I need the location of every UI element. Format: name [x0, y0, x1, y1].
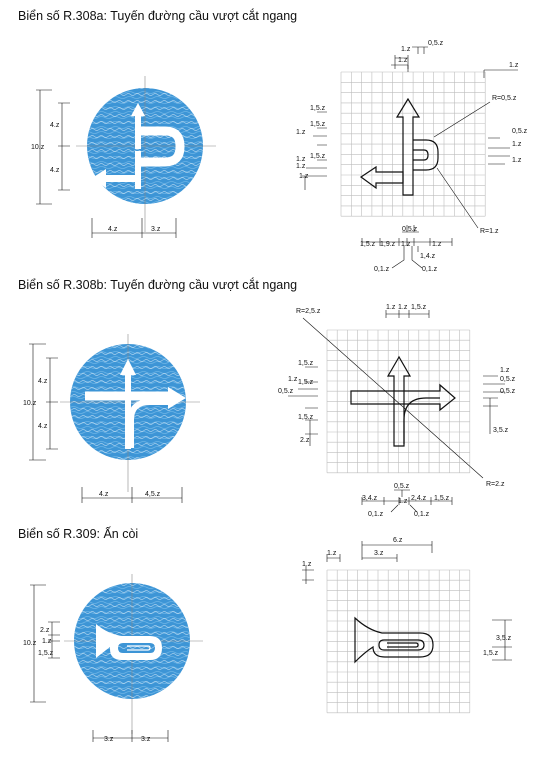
- r309-dim-bottom: 1,5.z: [38, 650, 54, 657]
- r309-top-left: 1.z: [327, 550, 337, 557]
- r309-top-outer: 6.z: [393, 537, 403, 544]
- r308b-bottom-6: 0,1.z: [368, 511, 384, 518]
- r308a-radius-top: R=0,5.z: [492, 95, 517, 102]
- r308a-dim-right: 3.z: [151, 226, 161, 233]
- r309-right-1: 3,5.z: [496, 635, 512, 642]
- r308a-left-1: 1,5.z: [310, 105, 326, 112]
- r308a-bottom-4: 1.z: [401, 241, 411, 248]
- r309-grid-shape: [355, 618, 433, 662]
- title-r308b: Biển số R.308b: Tuyến đường cầu vượt cắt ngang: [18, 278, 298, 292]
- r308a-radius-bottom: R=1.z: [480, 228, 499, 235]
- r308b-bottom-5: 1,5.z: [434, 495, 450, 502]
- r308b-radius-bottom: R=2.z: [486, 481, 505, 488]
- r309-right-2: 1,5.z: [483, 650, 499, 657]
- title-r308a: Biển số R.308a: Tuyến đường cầu vượt cắt ngang: [18, 9, 298, 23]
- r308a-bottom-7: 0,1.z: [374, 266, 390, 273]
- r308b-right-4: 3,5.z: [493, 427, 509, 434]
- r308b-bottom-2: 3,4.z: [362, 495, 378, 502]
- r308a-left-2: 1,5.z: [310, 121, 326, 128]
- r308a-right-2: 1.z: [512, 141, 522, 148]
- r308a-dim-left: 4.z: [108, 226, 118, 233]
- r308a-top-2: 0,5.z: [428, 40, 444, 47]
- r308b-left-3: 1,5.z: [298, 379, 314, 386]
- title-r309: Biển số R.309: Ấn còi: [18, 527, 139, 541]
- r308b-dim-height: 10.z: [23, 400, 37, 407]
- r308b-left-5: 1,5.z: [298, 414, 314, 421]
- r308a-bottom-5: 1.z: [432, 241, 442, 248]
- r308a-left-4: 1.z: [296, 156, 306, 163]
- grid-r308b: [327, 330, 470, 473]
- grid-r309: [327, 570, 470, 713]
- r308a-bottom-8: 0,1.z: [422, 266, 438, 273]
- r308b-right-2: 0,5.z: [500, 376, 516, 383]
- sign-r309: [64, 574, 203, 734]
- r309-dim-height: 10.z: [23, 640, 37, 647]
- r308b-radius-top: R=2,5.z: [296, 308, 321, 315]
- r308b-top-3: 1,5.z: [411, 304, 427, 311]
- sign-r308b: [60, 334, 200, 492]
- r309-dim-left: 3.z: [104, 736, 114, 743]
- r308a-left-7: 1.z: [299, 173, 309, 180]
- r308b-bottom-7: 0,1.z: [414, 511, 430, 518]
- r308a-right-3: 1.z: [512, 157, 522, 164]
- r308a-bottom-1: 0,5.z: [402, 226, 418, 233]
- r308b-dim-right: 4,5.z: [145, 491, 161, 498]
- r308a-left-6: 1.z: [296, 163, 306, 170]
- r308a-bottom-6: 1,4.z: [420, 253, 436, 260]
- r308a-top-4: 1.z: [509, 62, 519, 69]
- r308a-top-3: 1.z: [398, 57, 408, 64]
- r308b-bottom-3: 1.z: [398, 498, 408, 505]
- r308b-right-1: 1.z: [500, 367, 510, 374]
- r309-top-mid: 3.z: [374, 550, 384, 557]
- r308a-top-1: 1.z: [401, 46, 411, 53]
- r308b-left-4: 0,5.z: [278, 388, 294, 395]
- r308b-top-2: 1.z: [398, 304, 408, 311]
- r308a-dim-height: 10.z: [31, 144, 45, 151]
- r309-dim-top: 2.z: [40, 627, 50, 634]
- r308a-left-3: 1.z: [296, 129, 306, 136]
- r308b-dim-top: 4.z: [38, 378, 48, 385]
- r308b-left-6: 2.z: [300, 437, 310, 444]
- r308b-dim-left: 4.z: [99, 491, 109, 498]
- r308a-dim-bottom: 4.z: [50, 167, 60, 174]
- r309-left: 1.z: [302, 561, 312, 568]
- r308b-left-2: 1.z: [288, 376, 298, 383]
- r308b-bottom-1: 0,5.z: [394, 483, 410, 490]
- r308b-dim-bottom: 4.z: [38, 423, 48, 430]
- r309-dim-right: 3.z: [141, 736, 151, 743]
- r308a-bottom-3: 1,9.z: [380, 241, 396, 248]
- sign-r308a: [76, 76, 216, 232]
- r308b-bottom-4: 2,4.z: [411, 495, 427, 502]
- r308a-left-5: 1,5.z: [310, 153, 326, 160]
- r309-dim-mid: 1.z: [42, 638, 52, 645]
- r308b-left-1: 1,5.z: [298, 360, 314, 367]
- r308a-bottom-2: 1,5.z: [360, 241, 376, 248]
- r308a-dim-top: 4.z: [50, 122, 60, 129]
- r308a-right-1: 0,5.z: [512, 128, 528, 135]
- r308b-top-1: 1.z: [386, 304, 396, 311]
- r308b-right-3: 0,5.z: [500, 388, 516, 395]
